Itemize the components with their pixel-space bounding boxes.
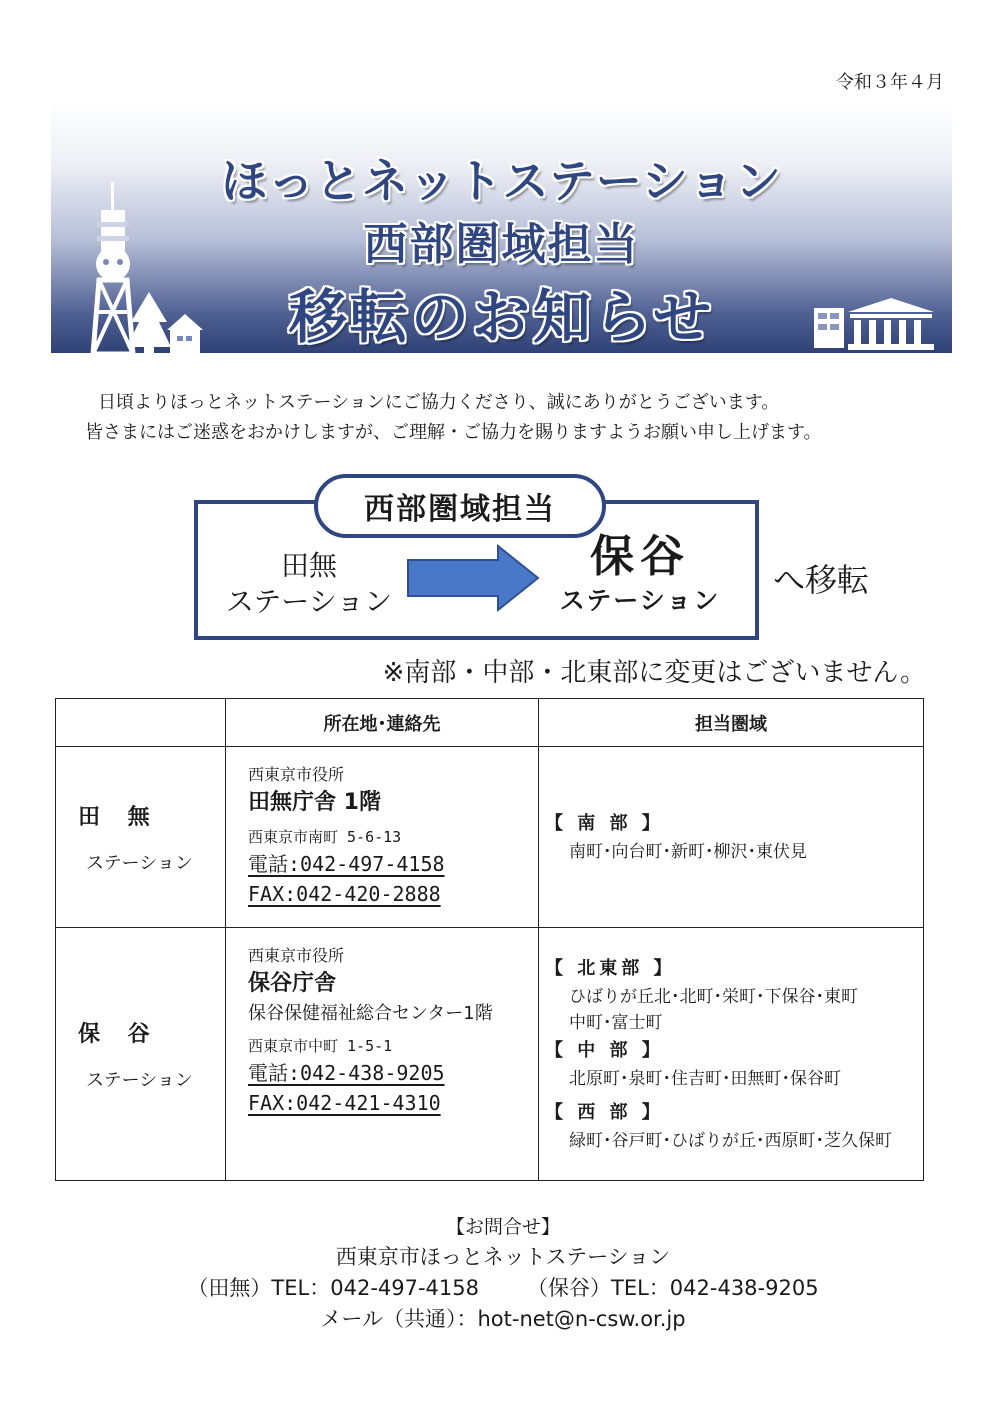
contact-section	[0, 1212, 1006, 1335]
station-name: 保 谷	[78, 1021, 160, 1047]
area-towns: 中町･富士町	[569, 1013, 663, 1033]
contact-phones	[0, 1273, 1006, 1304]
area-towns: 南町･向台町･新町･柳沢･東伏見	[569, 842, 807, 862]
building-illustration	[814, 298, 934, 353]
table-row	[56, 928, 924, 1181]
to-station-sub: ステーション	[559, 586, 721, 615]
street-address: 西東京市中町 1-5-1	[248, 1037, 393, 1055]
street-address: 西東京市南町 5-6-13	[248, 828, 402, 846]
station-cell	[56, 928, 226, 1181]
contact-phone-tanashi: （田無）TEL：042-497-4158	[187, 1276, 479, 1300]
relocation-note: ※南部・中部・北東部に変更はございません。	[382, 658, 926, 688]
area-towns: 緑町･谷戸町･ひばりが丘･西原町･芝久保町	[569, 1131, 892, 1151]
table-header-area: 担当圏域	[539, 699, 924, 747]
table-header-row	[56, 699, 924, 747]
station-table	[55, 698, 924, 1181]
fax-number: FAX:042-421-4310	[248, 1091, 441, 1115]
table-row	[56, 747, 924, 928]
area-heading: 【 西 部 】	[545, 1102, 664, 1123]
phone-number: 電話:042-438-9205	[248, 1061, 445, 1085]
from-station	[224, 548, 394, 620]
contact-cell	[226, 928, 539, 1181]
intro-line1: 日頃よりほっとネットステーションにご協力くださり、誠にありがとうございます。	[98, 392, 780, 413]
building-name: 田無庁舎 1階	[248, 790, 381, 815]
intro-line2: 皆さまにはご迷惑をおかけしますが、ご理解・ご協力を賜りますようお願い申し上げます。	[85, 422, 822, 443]
contact-org: 西東京市ほっとネットステーション	[335, 1245, 671, 1269]
relocation-suffix: へ移転	[773, 561, 870, 599]
table-header-contact: 所在地･連絡先	[226, 699, 539, 747]
office-name: 西東京市役所	[248, 946, 345, 965]
station-sub: ステーション	[86, 852, 193, 874]
station-cell	[56, 747, 226, 928]
area-towns: ひばりが丘北･北町･栄町･下保谷･東町	[569, 987, 858, 1007]
table-header-station	[56, 699, 226, 747]
station-name: 田 無	[78, 804, 160, 830]
area-cell	[539, 928, 924, 1181]
banner-title-line1: ほっとネットステーション	[221, 154, 782, 208]
area-heading: 【 中 部 】	[545, 1040, 664, 1061]
issue-date: 令和３年４月	[836, 72, 944, 93]
from-station-name: 田無	[280, 549, 337, 582]
intro-text	[85, 388, 822, 448]
relocation-area-label: 西部圏域担当	[314, 474, 606, 538]
to-station	[550, 530, 730, 618]
area-heading: 【 北東部 】	[545, 958, 676, 979]
station-sub: ステーション	[86, 1069, 193, 1091]
to-station-name: 保谷	[590, 531, 690, 582]
facility-name: 保谷保健福祉総合センター1階	[248, 1003, 493, 1024]
banner-title-line2: 西部圏域担当	[363, 219, 640, 270]
contact-heading: 【お問合せ】	[445, 1216, 560, 1238]
title-banner	[51, 100, 952, 353]
fax-number: FAX:042-420-2888	[248, 882, 441, 906]
area-cell	[539, 747, 924, 928]
banner-title-line3: 移転のお知らせ	[288, 283, 715, 351]
office-name: 西東京市役所	[248, 765, 345, 784]
area-towns: 北原町･泉町･住吉町･田無町･保谷町	[569, 1069, 841, 1089]
contact-phone-hoya: （保谷）TEL：042-438-9205	[527, 1276, 819, 1300]
area-heading: 【 南 部 】	[545, 813, 664, 834]
contact-cell	[226, 747, 539, 928]
contact-email: メール（共通）：hot-net@n-csw.or.jp	[320, 1307, 686, 1331]
building-name: 保谷庁舎	[248, 971, 337, 996]
phone-number: 電話:042-497-4158	[248, 852, 445, 876]
arrow-right-icon	[406, 544, 542, 612]
from-station-sub: ステーション	[225, 585, 393, 618]
